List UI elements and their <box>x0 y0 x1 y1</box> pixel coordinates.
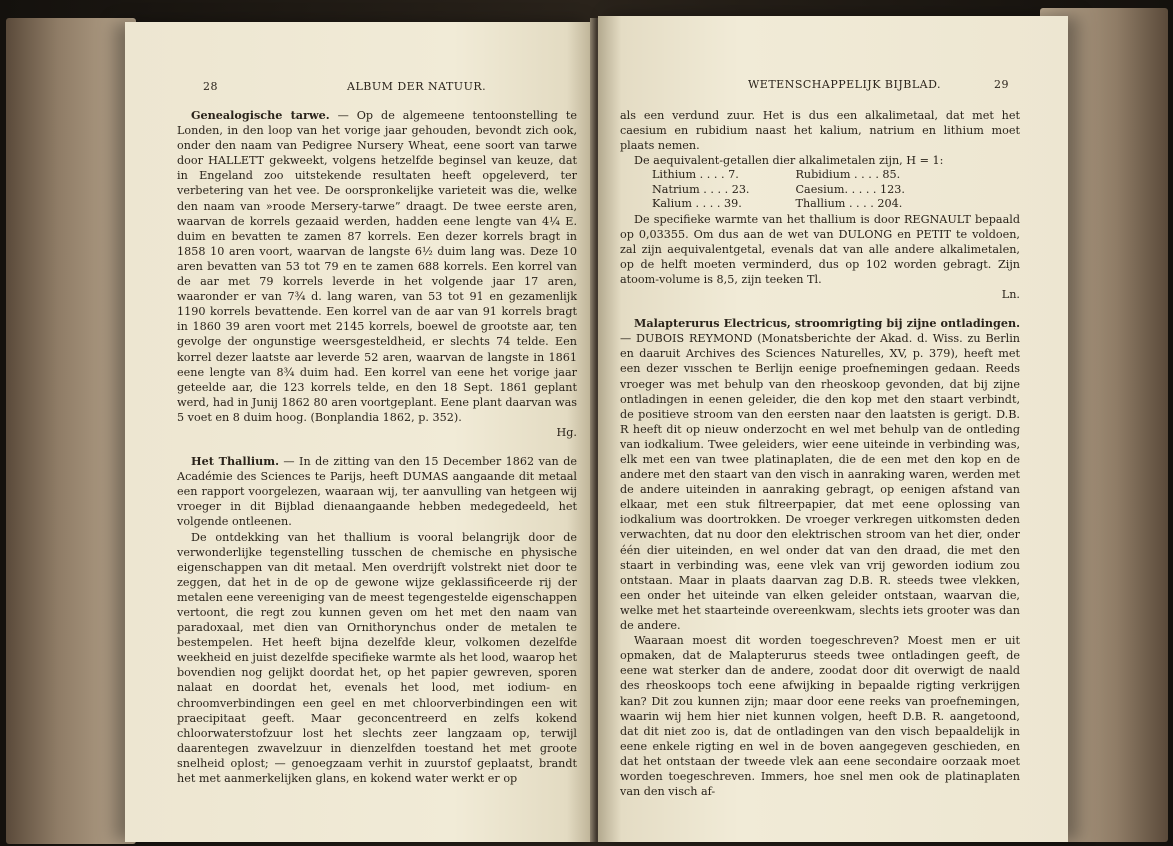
table-cell: Thallium . . . . 204. <box>795 197 903 211</box>
book-cover-left <box>6 18 136 844</box>
left-column <box>177 108 577 786</box>
paragraph: De aequivalent-getallen dier alkalimetalen zijn, H = 1: <box>634 154 944 168</box>
table-row <box>652 168 911 182</box>
article-body: — In de zitting van den 15 December 1862 van de Académie des Sciences te Parijs, heeft DUMAS aangaande dit metaal een rapport voorgelezen, waaraan wij, ter aanvulling van hetgeen wij vroeger in dit Bijblad dienaangaande hebben medegedeeld, het volgende ontleenen. <box>177 455 577 529</box>
right-column <box>620 108 1020 799</box>
left-page-number: 28 <box>203 80 218 93</box>
author-signature: Hg. <box>556 425 577 439</box>
left-running-head: ALBUM DER NATUUR. <box>347 80 487 93</box>
table-row <box>652 197 911 211</box>
article-body: — DUBOIS REYMOND (Monatsberichte der Akad. d. Wiss. zu Berlin en daaruit Archives des Sciences Naturelles, XV, p. 379), heeft met een dezer vısschen te Berlijn eenige proefnemingen gedaan. Reeds vroeger was met behulp van den rheoskoop gevonden, dat bij zijne ontladingen in eenen geleider, die den kop met den staart verbindt, de positieve stroom van den eersten naar den laatsten is gerigt. D.B. R heeft dit op nieuw onderzocht en wel met behulp van de ontleding van iodkalium. Twee geleiders, wier eene uiteinde in verbinding was, elk met een van twee platinaplaten, die de een met den kop en de andere met den staart van den visch in aanraking waren, werden met de andere uiteinden in aanraking gebragt, op eenigen afstand van elkaar, met een stuk filtreerpapier, dat met eene oplossing van iodkalium was doortrokken. De vroeger verkregen uitkomsten deden verwachten, dat nu door den elektrischen stroom van het dier, onder één dier uiteinden, en wel onder dat van den draad, die met den staart in verbinding was, eene vlek van vrij geworden iodium zou ontstaan. Maar in plaats daarvan zag D.B. R. steeds twee vlekken, een onder het uiteinde van elken geleider ontstaan, waarvan die, welke met het staarteinde overeenkwam, slechts iets grooter was dan de andere. <box>620 332 1020 633</box>
right-running-head: WETENSCHAPPELIJK BIJBLAD. <box>748 78 942 91</box>
paragraph: als een verdund zuur. Het is dus een alkalimetaal, dat met het caesium en rubidium naast het kalium, natrium en lithium moet plaats nemen. <box>620 109 1020 153</box>
article-genealogische-tarwe <box>177 108 577 425</box>
left-page <box>125 22 595 842</box>
table-cell: Lithium . . . . 7. <box>652 168 739 182</box>
right-page <box>598 16 1068 842</box>
article-het-thallium <box>177 454 577 529</box>
table-cell: Caesium. . . . . 123. <box>795 182 905 196</box>
paragraph: De specifieke warmte van het thallium is door REGNAULT bepaald op 0,03355. Om dus aan de wet van DULONG en PETIT te voldoen, zal zijn aequivalentgetal, evenals dat van alle andere alkalimetalen, op de helft moeten verminderd, dus op 102 worden gebragt. Zijn atoom-volume is 8,5, zijn teeken Tl. <box>620 212 1020 286</box>
article-malapterurus <box>620 316 1020 633</box>
article-title: Genealogische tarwe. <box>191 108 330 122</box>
right-page-number: 29 <box>994 78 1009 91</box>
article-body: — Op de algemeene tentoonstelling te Londen, in den loop van het vorige jaar gehouden, bevondt zich ook, onder den naam van Pedigree Nursery Wheat, eene soort van tarwe door HALLETT gekweekt, volgens hetzelfde beginsel van keuze, dat in Engeland zoo uitstekende resultaten heeft opgeleverd, ter verbetering van het vee. De oorspronkelijke varieteit was die, welke den naam van »roode Mersery-tarwe” draagt. De twee eerste aren, waarvan de korrels gezaaid werden, hadden eene lengte van 4¼ E. duim en bevatten te zamen 87 korrels. Een dezer korrels bragt in 1858 10 aren voort, waarvan de langste 6½ duim lang was. Deze 10 aren bevatten van 53 tot 79 en te zamen 688 korrels. Een korrel van de aar met 79 korrels leverde in het volgende jaar 17 aren, waaronder er van 7¾ d. lang waren, van 53 tot 91 en gezamenlijk 1190 korrels bevattende. Een korrel van de aar van 91 korrels bragt in 1860 39 aren voort met 2145 korrels, boewel de grootste aar, ten gevolge der ongunstige weersgesteldheid, er slechts 74 telde. Een korrel dezer laatste aar leverde 52 aren, waarvan de langste in 1861 eene lengte van 8¾ duim had. Een korrel van eene het vorige jaar geteelde aar, die 123 korrels telde, en den 18 Sept. 1861 geplant werd, had in Junij 1862 80 aren voortgeplant. Eene plant daarvan was 5 voet en 8 duim hoog. (Bonplandia 1862, p. 352). <box>177 109 578 424</box>
author-signature: Ln. <box>1001 288 1020 302</box>
article-title: Het Thallium. <box>191 454 279 469</box>
paragraph: De ontdekking van het thallium is vooral belangrijk door de verwonderlijke tegenstelling tusschen de chemische en physische eigenschappen van dit metaal. Men overdrijft volstrekt niet door te zeggen, dat het in de op de gewone wijze geklassificeerde rij der metalen eene vereeniging van de meest tegengestelde eigenschappen vertoont, die regt zou kunnen geven om het met den naam van paradoxaal, met dien van Ornithorynchus onder de metalen te bestempelen. Het heeft bijna dezelfde kleur, volkomen dezelfde weekheid en juist dezelfde specifieke warmte als het lood, waarop het bovendien nog gelijkt doordat het, op het papier gewreven, sporen nalaat en doordat het, evenals het lood, met iodium- en chroomverbindingen een geel en met chloorverbindingen een wit praecipitaat geeft. Maar geconcentreerd en zelfs kokend chloorwaterstofzuur lost het slechts zeer langzaam op, terwijl daarentegen zwavelzuur in dienzelfden toestand het met groote snelheid oplost; — genoegzaam verhit in zuurstof geplaatst, brandt het met aanmerkelijken glans, en kokend water werkt er op <box>177 530 577 786</box>
table-cell: Natrium . . . . 23. <box>652 182 750 196</box>
article-title: Malapterurus Electricus, stroomrigting bij zijne ontladingen. <box>634 316 1020 331</box>
table-row <box>652 183 911 197</box>
paragraph: Waaraan moest dit worden toegeschreven? Moest men er uit opmaken, dat de Malapterurus steeds twee ontladingen geeft, de eene wat sterker dan de andere, zoodat door dit overwigt de naald des rheoskoops toch eene afwijking in bepaalde rigting verkrijgen kan? Dit zou kunnen zijn; maar door eene reeks van proefnemingen, waarin wij hem hier niet kunnen volgen, heeft D.B. R. aangetoond, dat dit niet zoo is, dat de ontladingen van den visch bepaaldelijk in eene enkele rigting en wel in de boven aangegeven geschieden, en dat het ontstaan der tweede vlek aan eene secondaire oorzaak moet worden toegeschreven. Immers, hoe snel men ook de platinaplaten van den visch af- <box>620 634 1020 799</box>
table-cell: Rubidium . . . . 85. <box>795 168 901 182</box>
table-cell: Kalium . . . . 39. <box>652 197 742 211</box>
equivalent-table <box>652 168 911 211</box>
